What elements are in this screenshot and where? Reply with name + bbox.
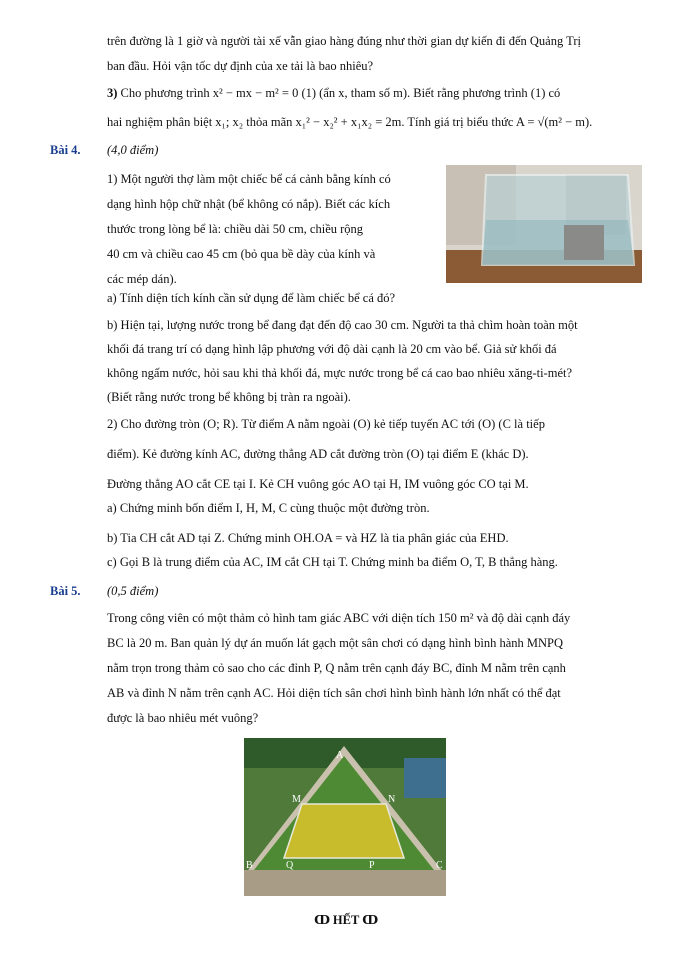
point-label-c: C bbox=[436, 860, 443, 871]
text-line: AB và đỉnh N nằm trên cạnh AC. Hỏi diện tích sân chơi hình bình hành lớn nhất có thể đạt bbox=[107, 686, 561, 700]
text-line: các mép dán). bbox=[107, 272, 177, 286]
text-line: được là bao nhiêu mét vuông? bbox=[107, 711, 259, 725]
end-marker: ↀ HẾT ↀ bbox=[314, 913, 378, 927]
point-label-p: P bbox=[369, 860, 375, 871]
text-line: 1) Một người thợ làm một chiếc bể cá cảnh bằng kính có bbox=[107, 172, 391, 186]
text-line: khối đá trang trí có dạng hình lập phương với độ dài cạnh là 20 cm vào bể. Giả sử khối đá bbox=[107, 342, 557, 356]
text-line: dạng hình hộp chữ nhật (bể không có nắp). Biết các kích bbox=[107, 197, 391, 211]
text-line: (Biết rằng nước trong bể không bị tràn ra ngoài). bbox=[107, 390, 351, 404]
text-line: 2) Cho đường tròn (O; R). Từ điểm A nằm ngoài (O) kẻ tiếp tuyến AC tới (O) (C là tiếp bbox=[107, 417, 545, 431]
point-label-q: Q bbox=[286, 860, 294, 871]
text-line: Trong công viên có một thảm cỏ hình tam giác ABC với diện tích 150 m² và độ dài cạnh đáy bbox=[107, 611, 571, 625]
text-line: không ngấm nước, hỏi sau khi thả khối đá, mực nước trong bể cá cao bao nhiêu xăng-ti-mét? bbox=[107, 366, 573, 380]
text-line: BC là 20 m. Ban quản lý dự án muốn lát gạch một sân chơi có dạng hình bình hành MNPQ bbox=[107, 636, 564, 650]
text-line: trên đường là 1 giờ và người tài xế vẫn giao hàng đúng như thời gian dự kiến đi đến Quảng Trị bbox=[107, 34, 581, 48]
park-image bbox=[244, 738, 446, 896]
text-line: a) Chứng minh bốn điểm I, H, M, C cùng thuộc một đường tròn. bbox=[107, 501, 430, 515]
bai4-part-b bbox=[107, 313, 641, 409]
question-number: 3) bbox=[107, 86, 118, 100]
section-points: (4,0 điểm) bbox=[107, 143, 159, 157]
text-line: thước trong lòng bể là: chiều dài 50 cm, chiều rộng bbox=[107, 222, 364, 236]
text-line: b) Hiện tại, lượng nước trong bể đang đạt đến độ cao 30 cm. Người ta thả chìm hoàn toàn một bbox=[107, 318, 578, 332]
question-3 bbox=[107, 85, 641, 131]
section-points: (0,5 điểm) bbox=[107, 584, 159, 598]
point-label-b: B bbox=[246, 860, 253, 871]
text-line: b) Tia CH cắt AD tại Z. Chứng minh OH.OA = và HZ là tia phân giác của EHD. bbox=[107, 531, 509, 545]
point-label-m: M bbox=[292, 794, 301, 805]
section-label: Bài 4. bbox=[50, 143, 81, 157]
text-line: c) Gọi B là trung điểm của AC, IM cắt CH tại T. Chứng minh ba điểm O, T, B thẳng hàng. bbox=[107, 555, 558, 569]
bai4-intro bbox=[107, 167, 437, 292]
point-label-a: A bbox=[336, 750, 344, 761]
bai4-part-a: a) Tính diện tích kính cần sử dụng để làm chiếc bể cá đó? bbox=[107, 291, 396, 305]
text-line: ban đầu. Hỏi vận tốc dự định của xe tải là bao nhiêu? bbox=[107, 58, 374, 73]
bai4-question-2 bbox=[107, 412, 641, 574]
problem-3-continuation bbox=[107, 33, 641, 75]
text-line: hai nghiệm phân biệt x₁; x₂ thỏa mãn x₁² − x₂² + x₁x₂ = 2m. Tính giá trị biểu thức A = √(m² − m). bbox=[107, 114, 593, 129]
text-line: nằm trọn trong thảm cỏ sao cho các đỉnh P, Q nằm trên cạnh đáy BC, đỉnh M nằm trên cạnh bbox=[107, 661, 566, 675]
point-label-n: N bbox=[388, 794, 396, 805]
text-line: Đường thẳng AO cắt CE tại I. Kẻ CH vuông góc AO tại H, IM vuông góc CO tại M. bbox=[107, 477, 529, 491]
text-line: điểm). Kẻ đường kính AC, đường thẳng AD cắt đường tròn (O) tại điểm E (khác D). bbox=[107, 447, 529, 461]
bai5-text bbox=[107, 606, 641, 731]
text-line bbox=[107, 85, 641, 102]
text-line: 40 cm và chiều cao 45 cm (bỏ qua bề dày của kính và bbox=[107, 247, 376, 261]
section-label: Bài 5. bbox=[50, 584, 81, 598]
aquarium-image bbox=[446, 165, 642, 283]
question-text: Cho phương trình x² − mx − m² = 0 (1) (ẩn x, tham số m). Biết rằng phương trình (1) có bbox=[120, 86, 561, 100]
